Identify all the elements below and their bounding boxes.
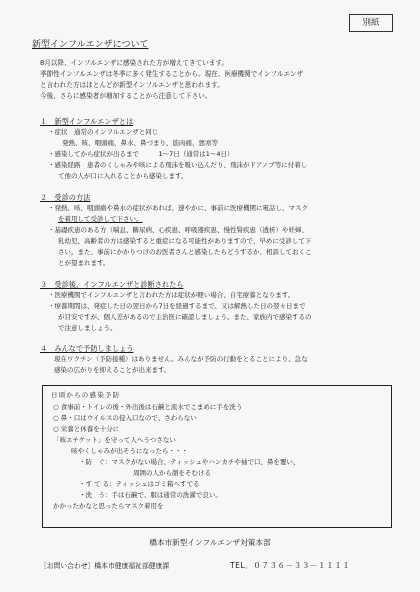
page-title: 新型インフルエンザについて (32, 40, 149, 50)
section-1-heading: １ 新型インフルエンザとは (40, 117, 134, 126)
section-3-line: で注意しましょう。 (58, 324, 117, 332)
section-3-line: ・療養期間は、発症した日の翌日から7日を経過するまで、又は解熱した日の翌々日まで (48, 302, 306, 310)
section-4-heading: ４ みんなで予防しましょう (40, 344, 134, 353)
prevention-item: ○ 食事前・トイレの後・外出後は石鹸と流水でこまめに手を洗う (53, 403, 243, 411)
section-2-line: を着用して受診して下さい。 (58, 215, 143, 223)
section-3-line: が目安ですが、個人差があるので主治医に確認しましょう。また、家族内で感染するの (58, 313, 312, 321)
attachment-badge: 別紙 (349, 14, 393, 32)
section-1-line: 発熱、咳、咽頭痛、鼻水、鼻づまり、筋肉痛、悪寒等 (62, 139, 218, 147)
prevention-item: かかったかなと思ったらマスク着用を (53, 502, 164, 510)
section-4-line: 感染の広がりを抑えることが出来ます。 (54, 366, 171, 374)
intro-line: 8月以降、インフルエンザに感染された方が増えてきています。 (40, 59, 229, 67)
prevention-item: 周囲の人から顔をそむける (133, 469, 211, 477)
contact-phone: TEL．０７３６－３３－１１１１ (230, 561, 351, 570)
section-1-line: て他の人が口に入れることから感染します。 (58, 172, 188, 180)
intro-line: と言われた方はほとんどが新型インフルエンザと思われます。 (40, 81, 224, 89)
prevention-item: ・す て る：ティッシュはゴミ箱へすてる (79, 480, 200, 488)
issuing-organization: 橋本市新型インフルエンザ対策本部 (149, 538, 271, 547)
section-2-line: ・発熱、咳、咽頭痛や鼻水の症状があれば、速やかに、事前に医療機関に電話し、マスク (48, 204, 308, 212)
prevention-item: ○ 鼻・口はウイルスの侵入口なので、さわらない (53, 414, 197, 422)
section-2-line: さい。また、事前にかかりつけのお医者さんと感染したらどうするか、相談しておくこ (58, 248, 312, 256)
section-3-line: ・医療機関でインフルエンザと言われた方は症状が軽い場合、自宅療養となります。 (48, 291, 295, 299)
section-2-heading: ２ 受診の方法 (40, 193, 91, 202)
prevention-item: 咳やくしゃみが出そうになったら・・・ (71, 447, 188, 455)
section-4-line: 現在ワクチン（予防接種）はありません。みんなが予防の行動をとることにより、急な (54, 355, 308, 363)
section-1-line: ・感染経路 患者のくしゃみや咳による飛沫を吸い込んだり、飛沫がドアノブ等に付着し (48, 161, 308, 169)
section-1-line: ・症状 通常のインフルエンザと同じ (48, 128, 159, 136)
section-2-line: とが望まれます。 (58, 259, 110, 267)
section-2-line: 乳幼児、高齢者の方は感染すると重症になる可能性がありますので、早めに受診して下 (58, 237, 312, 245)
contact-info: ［お問い合わせ］橋本市健康福祉部健康課 (40, 562, 170, 570)
section-1-line: ・感染してから症状が出るまで 1～7日（通常は1～4日） (48, 150, 234, 158)
prevention-box-title: 日頃からの感染予防 (51, 391, 121, 399)
intro-line: 今後、さらに感染者が増加することから注意して下さい。 (40, 92, 212, 100)
prevention-box (42, 385, 392, 528)
prevention-item: ・洗 う：手は石鹸で、服は通常の洗濯で良い。 (79, 491, 222, 499)
prevention-item: ・防 ぐ：マスクがない場合、ティッシュやハンカチや袖で口、鼻を覆い、 (79, 458, 300, 466)
section-2-line: ・基礎疾患のある方（喘息、糖尿病、心疾患、呼吸器疾患、慢性腎疾患（透析）や妊婦、 (48, 226, 308, 234)
intro-line: 季節性インフルエンザは冬季に多く発生することから、現在、医療機関でインフルエンザ (40, 70, 304, 78)
cough-etiquette-heading: 「咳エチケット」を守って人へうつさない (53, 436, 176, 444)
section-3-heading: ３ 受診後、インフルエンザと診断されたら (40, 280, 184, 289)
prevention-item: ○ 栄養と休養を十分に (53, 425, 120, 433)
